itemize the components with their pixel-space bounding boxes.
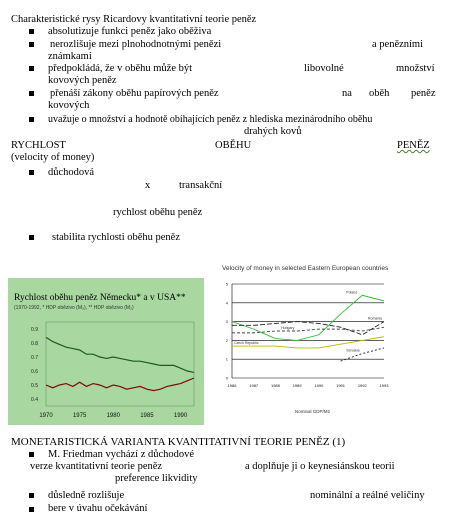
bullet — [29, 170, 34, 175]
x-tick-label: 1987 — [249, 383, 259, 388]
heading-monetarist: MONETARISTICKÁ VARIANTA KVANTITATIVNÍ TEORIE PENĚZ (1) — [11, 436, 346, 448]
bullet — [29, 29, 34, 34]
bullet-text-cont: libovolné — [304, 63, 344, 74]
bullet-text: důchodová — [48, 167, 95, 178]
series-label: Romania — [368, 316, 383, 321]
y-tick-label: 0.4 — [31, 397, 38, 403]
bullet — [29, 235, 34, 240]
x-tick-label: 1990 — [314, 383, 324, 388]
x-tick-label: 1986 — [227, 383, 237, 388]
bullet-text-cont: verze kvantitativní teorie peněz — [30, 461, 163, 472]
y-tick-label: 2 — [225, 337, 228, 343]
series-label: Czech Republic — [234, 341, 259, 346]
series-label: Slovakia — [346, 348, 360, 353]
y-tick-label: 3 — [225, 319, 228, 325]
chart-germany-usa — [8, 278, 204, 425]
velocity-word-2: OBĚHU — [215, 140, 252, 151]
bullet — [29, 66, 34, 71]
bullet-text-cont: nominální a reálné veličiny — [310, 490, 425, 501]
bullet-text-cont: drahých kovů — [244, 126, 302, 137]
germany-usa-plot — [8, 278, 204, 425]
times-sign: x — [145, 180, 151, 191]
chart-footer: Nominal GDP/M2 — [295, 409, 331, 414]
bullet-text-cont: kovových peněz — [48, 75, 117, 86]
bullet-text: předpokládá, že v oběhu může být — [48, 63, 193, 74]
bullet-text-cont: a penězními — [372, 39, 424, 50]
plot-frame — [46, 322, 194, 406]
x-tick-label: 1980 — [106, 413, 120, 419]
bullet — [29, 452, 34, 457]
bullet-text-cont: peněz — [411, 88, 436, 99]
velocity-word-3: PENĚZ — [397, 140, 430, 151]
bullet — [29, 117, 34, 122]
x-tick-label: 1989 — [292, 383, 302, 388]
bullet-text: nerozlišuje mezi plnohodnotnými penězi — [50, 39, 222, 50]
velocity-center-text: rychlost oběhu peněz — [113, 207, 203, 218]
y-tick-label: 0.8 — [31, 341, 38, 347]
bullet — [29, 507, 34, 512]
bullet-text: přenáší zákony oběhu papírových peněz — [50, 88, 219, 99]
x-tick-label: 1970 — [39, 413, 53, 419]
bullet — [29, 42, 34, 47]
y-tick-label: 0 — [225, 375, 228, 381]
bullet-text: M. Friedman vychází z důchodové — [48, 449, 195, 460]
bullet — [29, 91, 34, 96]
x-tick-label: 1991 — [336, 383, 346, 388]
velocity-subtitle: (velocity of money) — [11, 152, 95, 163]
y-tick-label: 5 — [225, 281, 228, 287]
series-label: Poland — [346, 290, 358, 295]
bullet-text-cont: na — [342, 88, 352, 99]
x-tick-label: 1975 — [72, 413, 87, 419]
heading-ricardo: Charakteristické rysy Ricardovy kvantitativní teorie peněz — [11, 14, 257, 25]
bullet — [29, 493, 34, 498]
chart-subtitle: (1970-1992, * HDP obězivo (M₃), ** HDP obězivo (M₂) — [14, 305, 134, 311]
eastern-europe-plot — [212, 258, 452, 424]
bullet-text-cont: známkami — [48, 51, 92, 62]
chart-title: Rychlost oběhu peněz Německu* a v USA** — [14, 293, 186, 303]
bullet-text: důsledně rozlišuje — [48, 490, 125, 501]
bullet-text-cont: množství — [396, 63, 435, 74]
bullet-text-cont: oběh — [369, 88, 390, 99]
y-tick-label: 1 — [225, 356, 228, 362]
x-tick-label: 1985 — [140, 413, 154, 419]
series-label: Hungary — [281, 326, 295, 330]
y-tick-label: 0.9 — [31, 327, 38, 333]
series-line-1 — [232, 295, 384, 340]
bullet-text: bere v úvahu očekávání — [48, 503, 148, 514]
bullet-text-cont: a doplňuje ji o keynesiánskou teorii — [245, 461, 395, 472]
x-tick-label: 1988 — [270, 383, 280, 388]
series-line-2 — [46, 378, 194, 391]
bullet-text-cont: preference likvidity — [115, 473, 198, 484]
bullet-text: absolutizuje funkci peněz jako oběživa — [48, 26, 212, 37]
y-tick-label: 0.7 — [31, 355, 38, 361]
x-tick-label: 1992 — [357, 383, 367, 388]
transaction-text: transakční — [179, 180, 223, 191]
bullet-text: stabilita rychlosti oběhu peněz — [52, 232, 181, 243]
x-tick-label: 1990 — [173, 413, 188, 419]
y-tick-label: 0.5 — [31, 383, 38, 389]
velocity-word-1: RYCHLOST — [11, 140, 66, 151]
chart-title: Velocity of money in selected Eastern European countries — [222, 265, 389, 272]
chart-eastern-europe — [212, 258, 452, 424]
x-tick-label: 1993 — [379, 383, 389, 388]
bullet-text: uvažuje o množství a hodnotě obíhajících peněz z hlediska mezinárodního oběhu — [48, 114, 373, 125]
bullet-text-cont: kovových — [48, 100, 90, 111]
series-line-1 — [46, 337, 194, 372]
y-tick-label: 4 — [225, 300, 228, 306]
y-tick-label: 0.6 — [31, 369, 38, 375]
